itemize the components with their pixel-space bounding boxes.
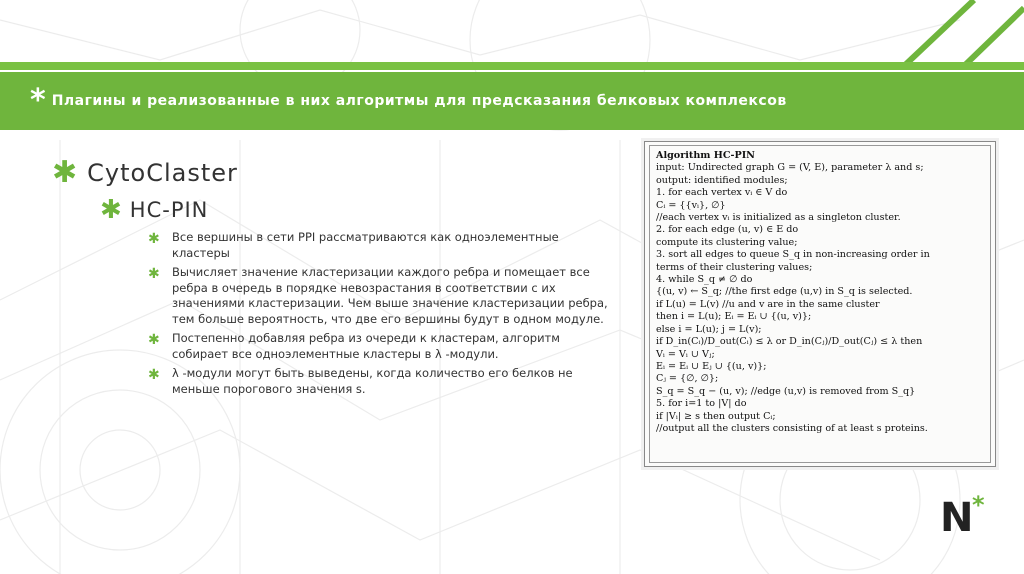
logo-letter: N (940, 495, 974, 541)
slide-title: Плагины и реализованные в них алгоритмы для предсказания белковых комплексов (51, 93, 787, 109)
green-star-icon: ✱ (100, 195, 122, 225)
algorithm-line: Cⱼ = {∅, ∅}; (656, 373, 719, 385)
algorithm-line: if L(u) = L(v) //u and v are in the same cluster (656, 298, 880, 310)
algorithm-line: 2. for each edge (u, v) ∈ E do (656, 224, 799, 236)
bullet-text: Все вершины в сети PPI рассматриваются как одноэлементные кластеры (172, 230, 559, 260)
algorithm-line: compute its clustering value; (656, 236, 798, 248)
bullet-list (148, 230, 618, 401)
algorithm-line: if D_in(Cᵢ)/D_out(Cᵢ) ≤ λ or D_in(Cⱼ)/D_out(Cⱼ) ≤ λ then (656, 336, 923, 348)
header-top-stripe (0, 62, 1024, 70)
algorithm-line: input: Undirected graph G = (V, E), parameter λ and s; (656, 162, 924, 174)
logo-star-icon: * (972, 491, 985, 519)
algorithm-line: output: identified modules; (656, 174, 788, 186)
algorithm-line: Cᵢ = {{vᵢ}, ∅} (656, 199, 726, 211)
green-star-icon: ✱ (148, 266, 160, 282)
algorithm-line: 4. while S_q ≠ ∅ do (656, 274, 753, 286)
bullet-text: Вычисляет значение кластеризации каждого ребра и помещает все ребра в очередь в порядке невозрастания в соответствии с их значениями кластеризации. Чем выше значение кластеризации ребра, тем больше вероятность, что две его вершины будут в одном модуле. (172, 265, 608, 326)
algorithm-line: 5. for i=1 to |V| do (656, 398, 747, 410)
algorithm-line: //each vertex vᵢ is initialized as a singleton cluster. (656, 212, 901, 224)
algorithm-box (649, 145, 991, 463)
algorithm-line: terms of their clustering values; (656, 261, 813, 273)
algorithm-line: {(u, v) ← S_q; //the first edge (u,v) in S_q is selected. (656, 286, 913, 298)
green-star-icon: ✱ (148, 231, 160, 247)
list-item (148, 331, 618, 362)
bullet-text: Постепенно добавляя ребра из очереди к кластерам, алгоритм собирает все одноэлементные кластеры в λ -модули. (172, 331, 560, 361)
algorithm-line: if |Vᵢ| ≥ s then output Cᵢ; (656, 410, 776, 422)
level1-text: CytoClaster (87, 159, 238, 187)
list-item (148, 366, 618, 397)
corner-decoration (904, 0, 1024, 66)
algorithm-line: Algorithm HC-PIN (656, 150, 755, 161)
green-star-icon: ✱ (52, 155, 78, 190)
green-star-icon: ✱ (148, 367, 160, 383)
algorithm-line: 3. sort all edges to queue S_q in non-increasing order in (656, 249, 930, 261)
star-icon: * (30, 83, 46, 118)
green-star-icon: ✱ (148, 332, 160, 348)
bullet-level1 (52, 155, 238, 190)
algorithm-line: //output all the clusters consisting of at least s proteins. (656, 422, 928, 434)
algorithm-line: S_q = S_q − (u, v); //edge (u,v) is removed from S_q} (656, 385, 916, 397)
algorithm-line: Eᵢ = Eᵢ ∪ Eⱼ ∪ {(u, v)}; (656, 360, 767, 372)
list-item (148, 265, 618, 327)
algorithm-line: Vᵢ = Vᵢ ∪ Vⱼ; (656, 348, 715, 360)
bullet-text: λ -модули могут быть выведены, когда количество его белков не меньше порогового значения s. (172, 366, 573, 396)
title-banner (0, 72, 1024, 130)
algorithm-line: then i = L(u); Eᵢ = Eᵢ ∪ {(u, v)}; (656, 311, 812, 323)
level2-text: HC-PIN (129, 198, 209, 222)
list-item (148, 230, 618, 261)
brand-logo (930, 491, 1000, 545)
algorithm-line: else i = L(u); j = L(v); (656, 323, 762, 335)
algorithm-image (644, 141, 996, 467)
bullet-level2 (100, 197, 208, 223)
algorithm-line: 1. for each vertex vᵢ ∈ V do (656, 187, 788, 199)
